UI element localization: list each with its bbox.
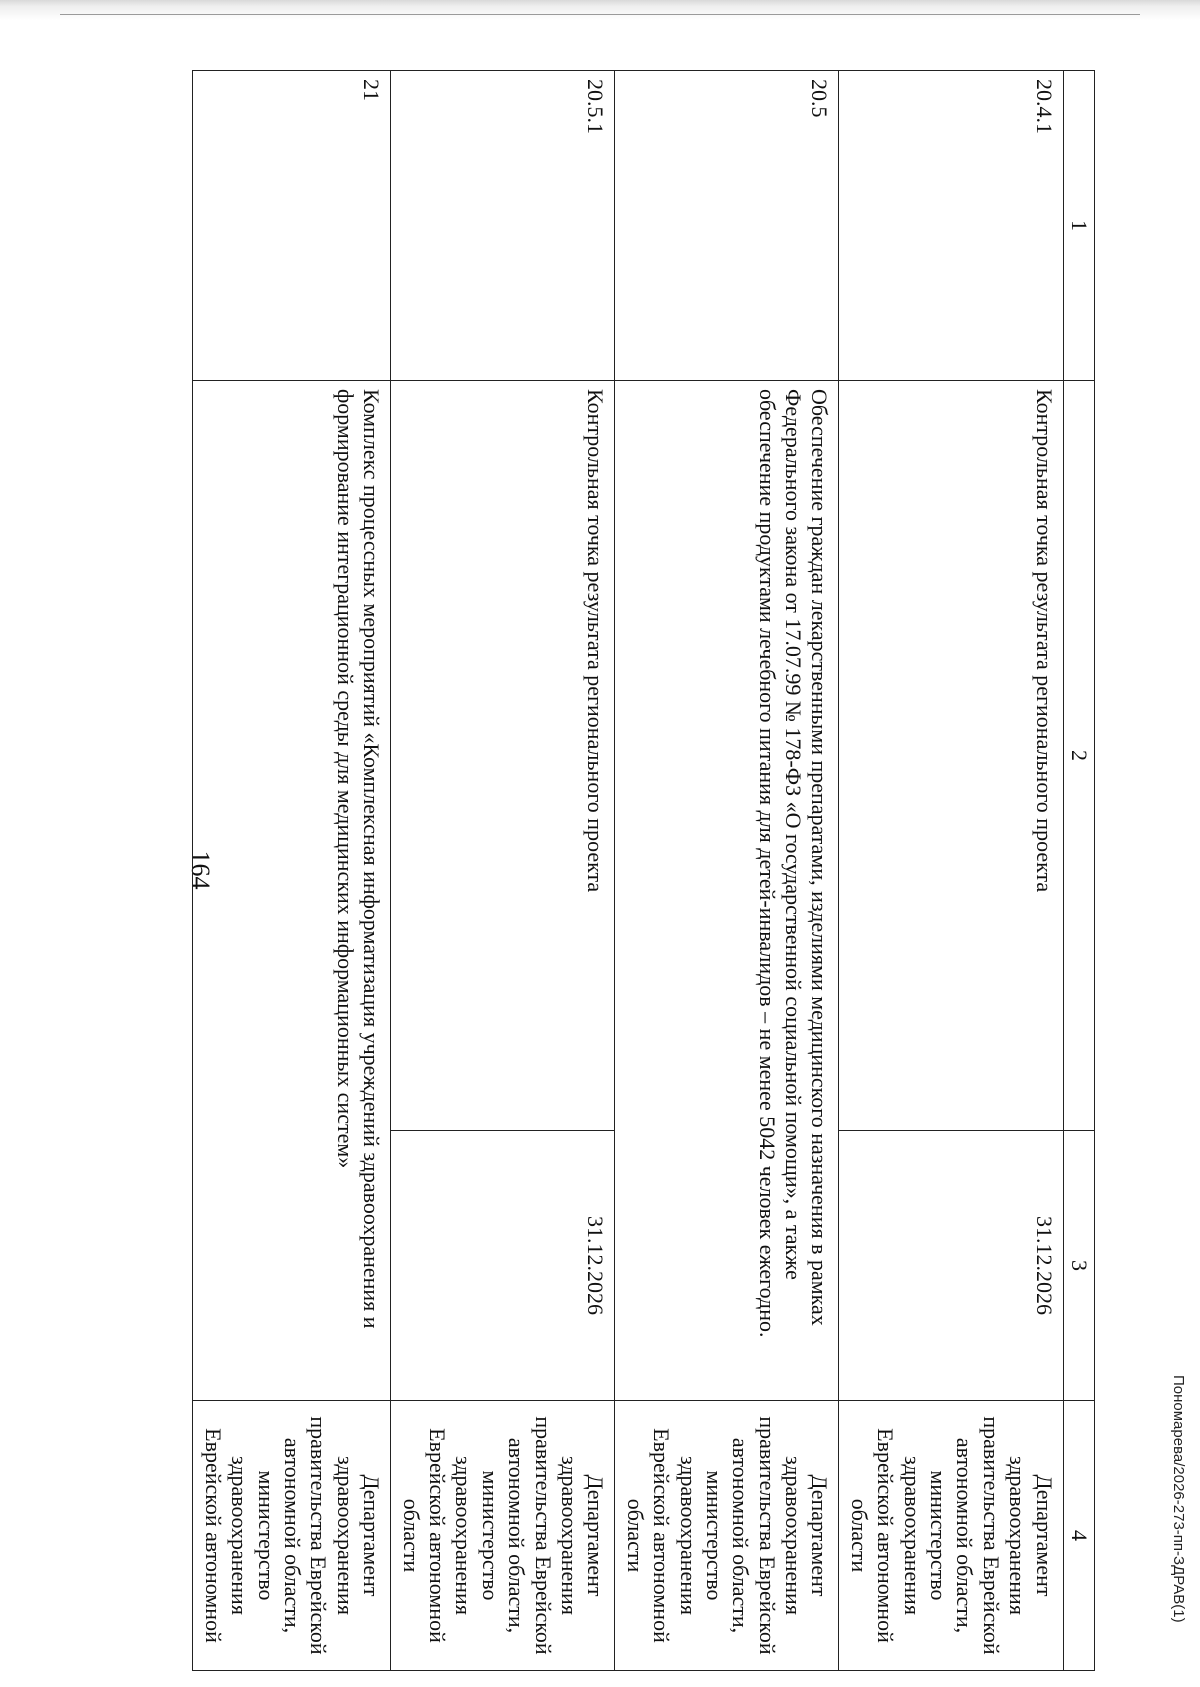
header-col-2: 2 xyxy=(1063,381,1094,1131)
footer-code: Пономарева/2026-273-пп-ЗДРАВ(1) xyxy=(1170,1375,1187,1623)
table-header-row xyxy=(1063,71,1094,1671)
header-col-3: 3 xyxy=(1063,1131,1094,1401)
scan-line xyxy=(60,14,1140,15)
row-date: 31.12.2026 xyxy=(391,1131,615,1401)
row-responsible: Департамент здравоохранения правительства Еврейской автономной области, министерство здравоохранения Еврейской автономной области xyxy=(615,1401,839,1671)
row-number: 20.5.1 xyxy=(391,71,615,381)
row-responsible: Департамент здравоохранения правительства Еврейской автономной области, министерство здравоохранения Еврейской автономной области xyxy=(391,1401,615,1671)
schedule-table xyxy=(193,70,1096,1671)
table-row xyxy=(193,71,391,1671)
row-date: 31.12.2026 xyxy=(839,1131,1063,1401)
row-text: Обеспечение граждан лекарственными препаратами, изделиями медицинского назначения в рамках Федерального закона от 17.07.99 № 178-ФЗ «О государственной социальной помощи», а также обеспечение продуктами лечебного питания для детей-инвалидов – не менее 5042 человек ежегодно. xyxy=(615,381,839,1401)
header-col-4: 4 xyxy=(1063,1401,1094,1671)
page-number: 164 xyxy=(186,850,215,890)
row-number: 20.5 xyxy=(615,71,839,381)
table-row xyxy=(615,71,839,1671)
row-number: 21 xyxy=(193,71,391,381)
header-col-1: 1 xyxy=(1063,71,1094,381)
row-responsible: Департамент здравоохранения правительства Еврейской автономной области, министерство здравоохранения Еврейской автономной области xyxy=(839,1401,1063,1671)
row-text: Контрольная точка результата регионального проекта xyxy=(839,381,1063,1131)
table-row xyxy=(839,71,1063,1671)
rotated-page xyxy=(95,70,1187,1670)
row-text: Комплекс процессных мероприятий «Комплексная информатизация учреждений здравоохранения и формирование интеграционной среды для медицинских информационных систем» xyxy=(193,381,391,1401)
row-responsible: Департамент здравоохранения правительства Еврейской автономной области, министерство здравоохранения Еврейской автономной xyxy=(193,1401,391,1671)
scan-edge xyxy=(0,0,1200,24)
row-number: 20.4.1 xyxy=(839,71,1063,381)
row-text: Контрольная точка результата регионального проекта xyxy=(391,381,615,1131)
table-row xyxy=(391,71,615,1671)
